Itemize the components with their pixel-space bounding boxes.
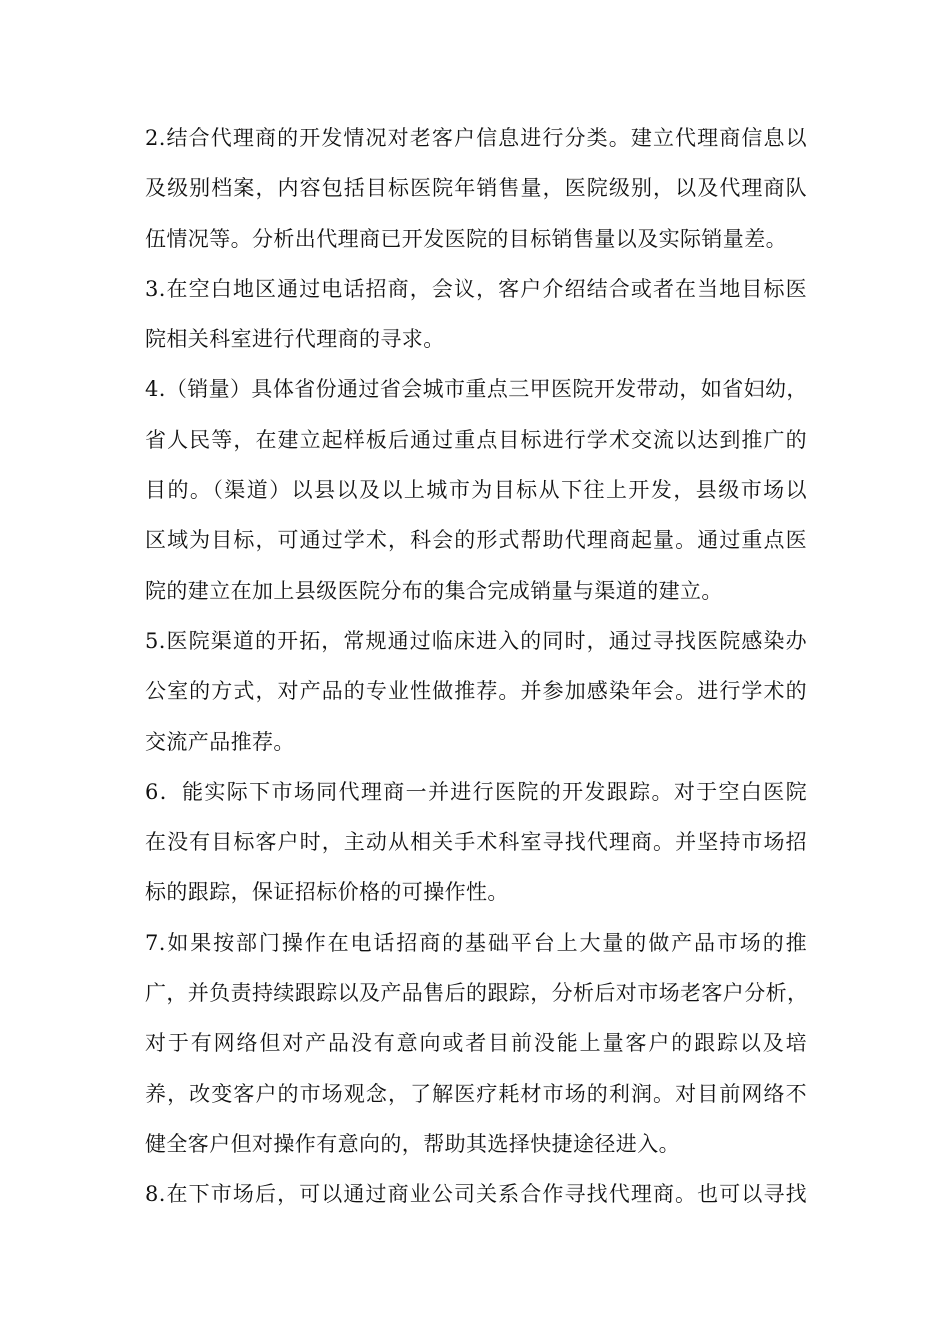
text-line: 院相关科室进行代理商的寻求。: [145, 327, 445, 352]
text-line: 公室的方式，对产品的专业性做推荐。并参加感染年会。进行学术的: [145, 679, 807, 704]
text-line: 对于有网络但对产品没有意向或者目前没能上量客户的跟踪以及培: [145, 1031, 807, 1056]
text-line: 8.在下市场后，可以通过商业公司关系合作寻找代理商。也可以寻找: [145, 1182, 807, 1207]
text-line: 区域为目标，可通过学术，科会的形式帮助代理商起量。通过重点医: [145, 528, 807, 553]
text-line: 3.在空白地区通过电话招商，会议，客户介绍结合或者在当地目标医: [145, 276, 807, 301]
text-line: 院的建立在加上县级医院分布的集合完成销量与渠道的建立。: [145, 578, 723, 603]
paragraph-item-7: [145, 918, 807, 1169]
paragraph-item-6: [145, 767, 807, 918]
text-line: 健全客户但对操作有意向的，帮助其选择快捷途径进入。: [145, 1131, 680, 1156]
text-line: 在没有目标客户时，主动从相关手术科室寻找代理商。并坚持市场招: [145, 830, 807, 855]
text-line: 标的跟踪，保证招标价格的可操作性。: [145, 880, 509, 905]
text-line: 4.（销量）具体省份通过省会城市重点三甲医院开发带动，如省妇幼，: [145, 377, 808, 402]
text-line: 广，并负责持续跟踪以及产品售后的跟踪，分析后对市场老客户分析，: [145, 981, 809, 1006]
text-line: 2.结合代理商的开发情况对老客户信息进行分类。建立代理商信息以: [145, 126, 807, 150]
text-line: 5.医院渠道的开拓，常规通过临床进入的同时，通过寻找医院感染办: [145, 628, 807, 653]
text-line: 目的。（渠道）以县以及以上城市为目标从下往上开发，县级市场以: [145, 478, 807, 503]
text-line: 养，改变客户的市场观念，了解医疗耗材市场的利润。对目前网络不: [145, 1081, 807, 1106]
text-line: 伍情况等。分析出代理商已开发医院的目标销售量以及实际销量差。: [145, 226, 787, 251]
text-line: 交流产品推荐。: [145, 729, 295, 754]
text-line: 6．能实际下市场同代理商一并进行医院的开发跟踪。对于空白医院: [145, 779, 807, 804]
paragraph-item-4: [145, 364, 807, 615]
text-line: 省人民等，在建立起样板后通过重点目标进行学术交流以达到推广的: [145, 427, 807, 452]
text-line: 及级别档案，内容包括目标医院年销售量，医院级别，以及代理商队: [145, 176, 807, 201]
paragraph-item-2: [145, 113, 807, 264]
document-body: [145, 113, 807, 1220]
paragraph-item-8: [145, 1169, 807, 1219]
paragraph-item-3: [145, 264, 807, 365]
paragraph-item-5: [145, 616, 807, 767]
text-line: 7.如果按部门操作在电话招商的基础平台上大量的做产品市场的推: [145, 930, 807, 955]
